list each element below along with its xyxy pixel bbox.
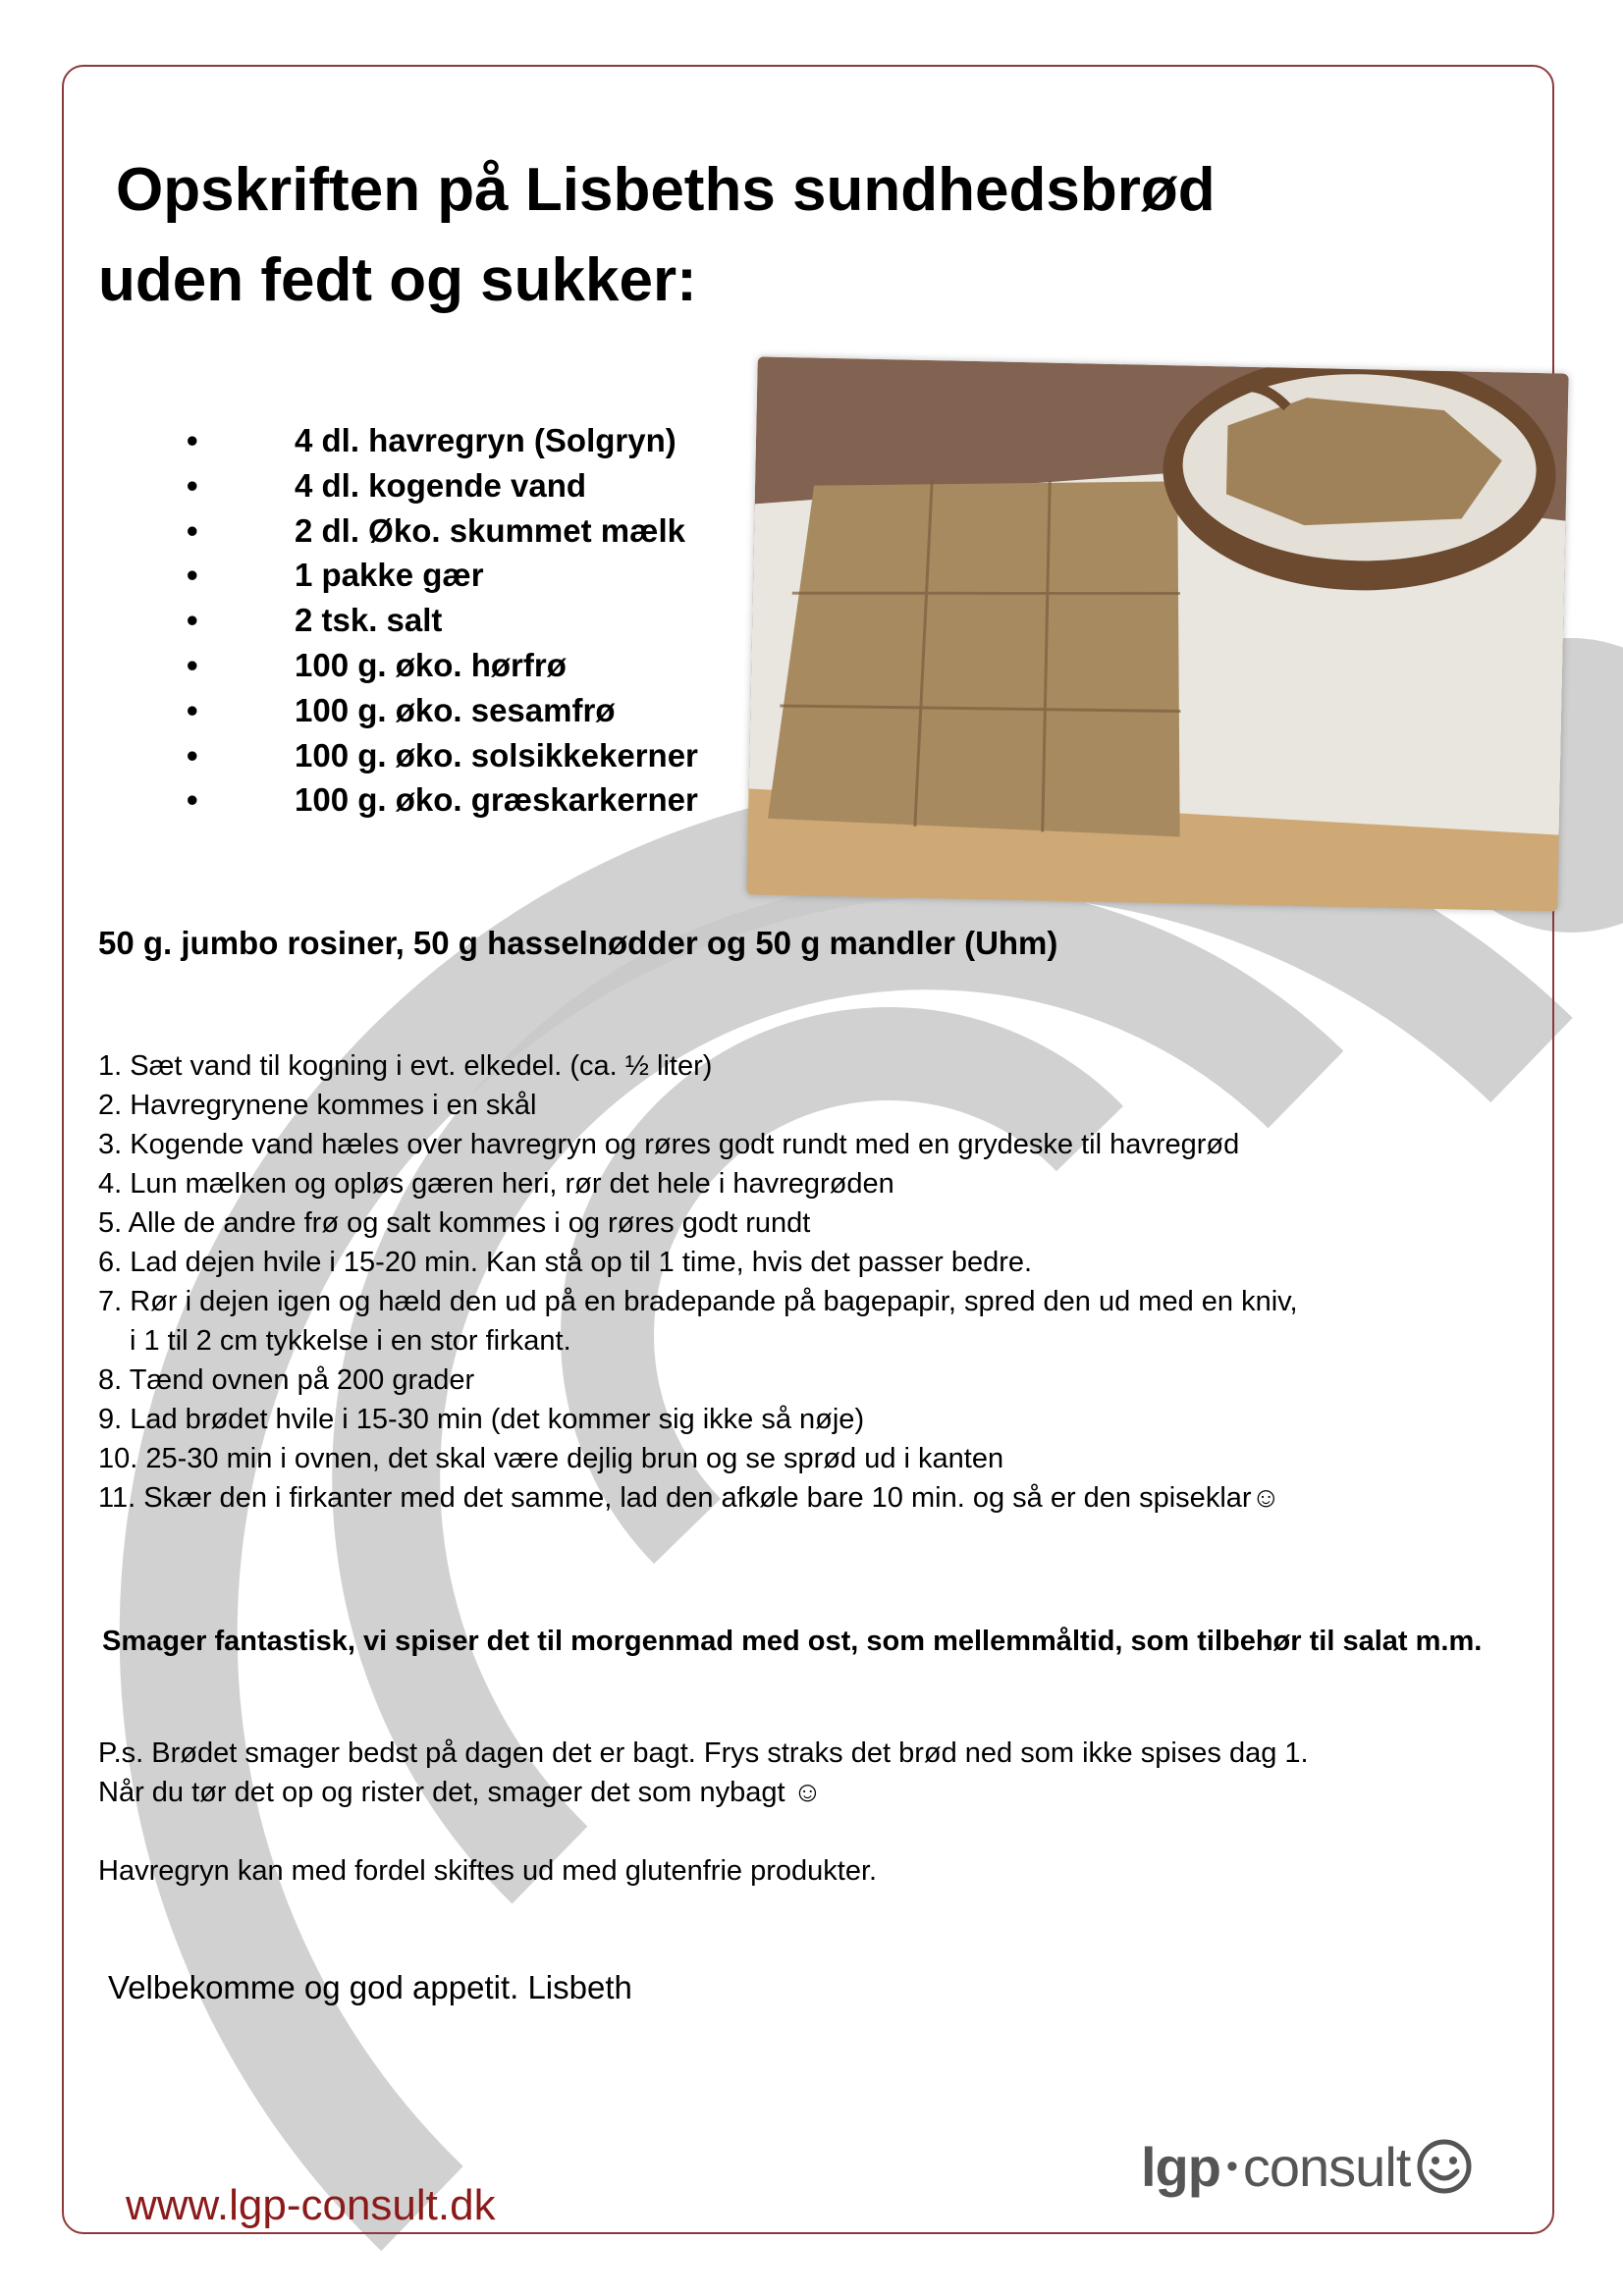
step-item: 9. Lad brødet hvile i 15-30 min (det kommer sig ikke så nøje) [98, 1404, 865, 1435]
title-line-1: Opskriften på Lisbeths sundhedsbrød [116, 156, 1216, 224]
signoff: Velbekomme og god appetit. Lisbeth [108, 1969, 632, 2005]
step-item: 6. Lad dejen hvile i 15-20 min. Kan stå op til 1 time, hvis det passer bedre. [98, 1247, 1033, 1278]
bullet-icon: • [187, 557, 198, 594]
ps-line-1: P.s. Brødet smager bedst på dagen det er bagt. Frys straks det brød ned som ikke spises dag 1. [98, 1737, 1309, 1769]
ingredient-item: • 100 g. øko. solsikkekerner [187, 733, 698, 778]
bullet-icon: • [187, 691, 198, 728]
logo-part-lgp: lgp [1141, 2135, 1220, 2198]
ingredient-item: • 100 g. øko. hørfrø [187, 643, 698, 688]
bread-photo-illustration [746, 356, 1568, 911]
bullet-icon: • [187, 466, 198, 504]
ingredient-item: • 2 dl. Øko. skummet mælk [187, 508, 698, 554]
optional-extras: 50 g. jumbo rosiner, 50 g hasselnødder og 50 g mandler (Uhm) [98, 925, 1058, 961]
step-item: 2. Havregrynene kommes i en skål [98, 1090, 537, 1121]
ps-note [98, 1734, 1309, 1812]
gluten-note: Havregryn kan med fordel skiftes ud med glutenfrie produkter. [98, 1855, 878, 1887]
bullet-icon: • [187, 602, 198, 639]
ingredient-item: • 1 pakke gær [187, 553, 698, 598]
step-item: 1. Sæt vand til kogning i evt. elkedel. (ca. ½ liter) [98, 1050, 713, 1082]
bullet-icon: • [187, 781, 198, 819]
bullet-icon: • [187, 511, 198, 549]
company-logo [1141, 2132, 1473, 2201]
ps-line-2: Når du tør det op og rister det, smager det som nybagt ☺ [98, 1777, 823, 1808]
serving-suggestion: Smager fantastisk, vi spiser det til morgenmad med ost, som mellemmåltid, som tilbehør til salat m.m. [102, 1626, 1483, 1657]
recipe-title [98, 145, 1375, 326]
ingredient-item: • 100 g. øko. sesamfrø [187, 688, 698, 733]
step-item: 10. 25-30 min i ovnen, det skal være dejlig brun og se sprød ud i kanten [98, 1443, 1004, 1474]
instruction-steps [98, 1046, 1298, 1518]
step-item: 7. Rør i dejen igen og hæld den ud på en bradepande på bagepapir, spred den ud med en kniv, i 1 til 2 cm tykkelse i en stor firkant. [98, 1282, 1298, 1361]
smiley-icon [1416, 2138, 1473, 2195]
bullet-icon: • [187, 646, 198, 683]
website-link[interactable]: www.lgp-consult.dk [126, 2181, 496, 2229]
ingredient-list [187, 418, 698, 823]
ingredient-item: • 100 g. øko. græskarkerner [187, 777, 698, 823]
step-item: 5. Alle de andre frø og salt kommes i og røres godt rundt [98, 1207, 811, 1239]
step-item: 11. Skær den i firkanter med det samme, lad den afkøle bare 10 min. og så er den spiseklar☺ [98, 1482, 1281, 1514]
step-item: 3. Kogende vand hæles over havregryn og røres godt rundt med en grydeske til havregrød [98, 1129, 1240, 1160]
logo-dot: • [1225, 2147, 1237, 2185]
logo-part-consult: consult [1242, 2135, 1411, 2198]
bullet-icon: • [187, 736, 198, 774]
ingredient-item: • 4 dl. havregryn (Solgryn) [187, 418, 698, 463]
bullet-icon: • [187, 422, 198, 458]
ingredient-item: • 2 tsk. salt [187, 598, 698, 643]
step-item: 4. Lun mælken og opløs gæren heri, rør det hele i havregrøden [98, 1168, 894, 1200]
step-7-continuation: i 1 til 2 cm tykkelse i en stor firkant. [130, 1325, 571, 1357]
ingredient-item: • 4 dl. kogende vand [187, 463, 698, 508]
step-item: 8. Tænd ovnen på 200 grader [98, 1364, 475, 1396]
bread-photo [746, 356, 1568, 911]
title-line-2: uden fedt og sukker: [98, 246, 697, 314]
